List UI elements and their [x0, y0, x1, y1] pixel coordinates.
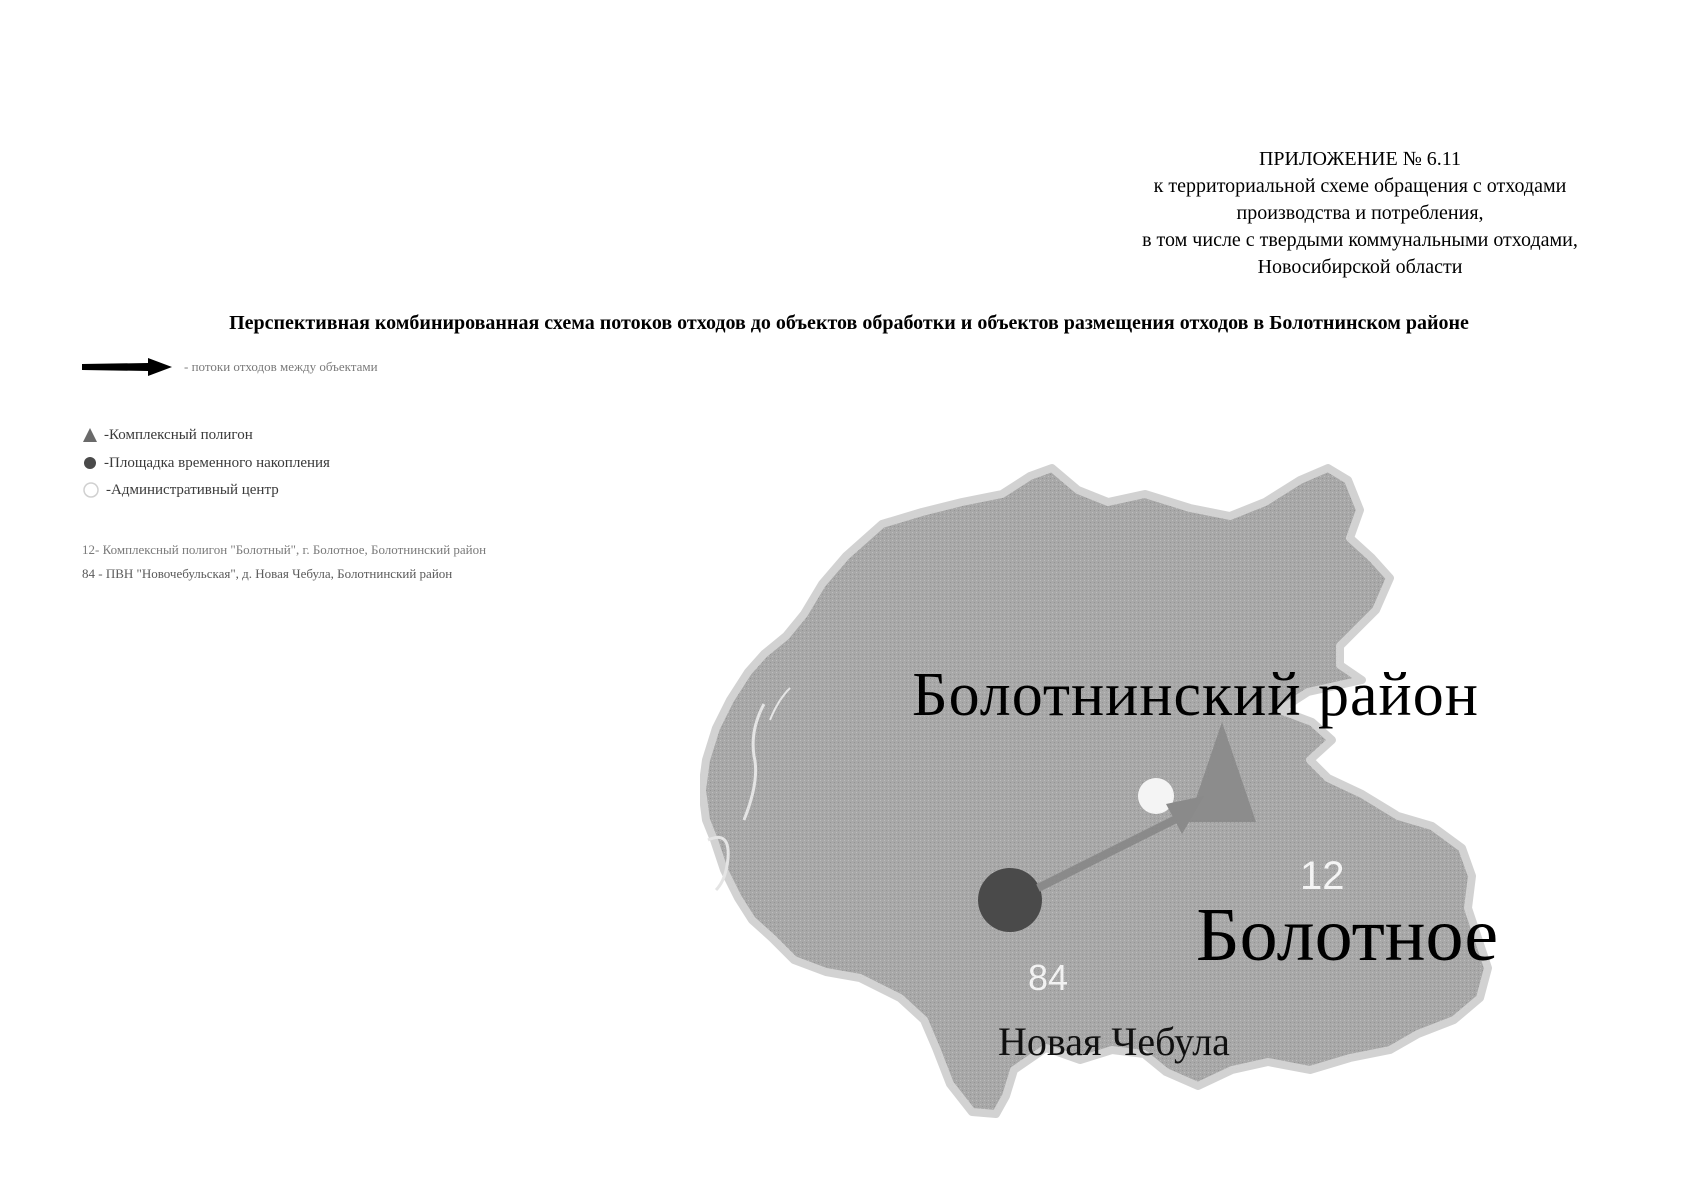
appendix-line-2: к территориальной схеме обращения с отходами [1153, 175, 1567, 197]
legend-flow [82, 356, 378, 378]
site-84-number: 84 [1028, 957, 1069, 998]
village-label: Новая Чебула [998, 1019, 1230, 1064]
dot-icon [82, 454, 102, 472]
legend-item-admin [82, 481, 279, 499]
district-map-svg [700, 460, 1660, 1180]
legend-site-84 [82, 566, 452, 582]
district-label: Болотнинский район [912, 661, 1479, 729]
appendix-line-5: Новосибирской области [1257, 256, 1463, 278]
page-title: Перспективная комбинированная схема потоков отходов до объектов обработки и объектов размещения отходов в Болотнинском районе [229, 312, 1469, 334]
appendix-number: ПРИЛОЖЕНИЕ № 6.11 [1258, 148, 1462, 170]
legend-label-polygon: -Комплексный полигон [104, 426, 253, 443]
flow-arrow-icon [82, 356, 174, 378]
legend-flow-label: - потоки отходов между объектами [184, 359, 378, 374]
circle-outline-icon [82, 481, 104, 499]
map-legend [82, 356, 722, 596]
triangle-icon [82, 426, 102, 444]
appendix-line-3: производства и потребления, [1236, 202, 1484, 224]
appendix-line-4: в том числе с твердыми коммунальными отходами, [1142, 229, 1578, 251]
legend-label-storage: -Площадка временного накопления [104, 454, 330, 471]
legend-item-storage [82, 454, 330, 472]
legend-site-12-text: 12- Комплексный полигон "Болотный", г. Болотное, Болотнинский район [82, 542, 487, 557]
city-label: Болотное [1196, 893, 1499, 977]
legend-site-12 [82, 542, 486, 558]
legend-label-admin: -Административный центр [106, 481, 279, 498]
site-12-number: 12 [1300, 854, 1345, 898]
legend-site-84-text: 84 - ПВН "Новочебульская", д. Новая Чебула, Болотнинский район [82, 566, 453, 581]
site-84-dot-icon [978, 868, 1042, 932]
district-map [700, 460, 1660, 1180]
appendix-header [1080, 146, 1640, 281]
legend-item-polygon [82, 426, 253, 444]
